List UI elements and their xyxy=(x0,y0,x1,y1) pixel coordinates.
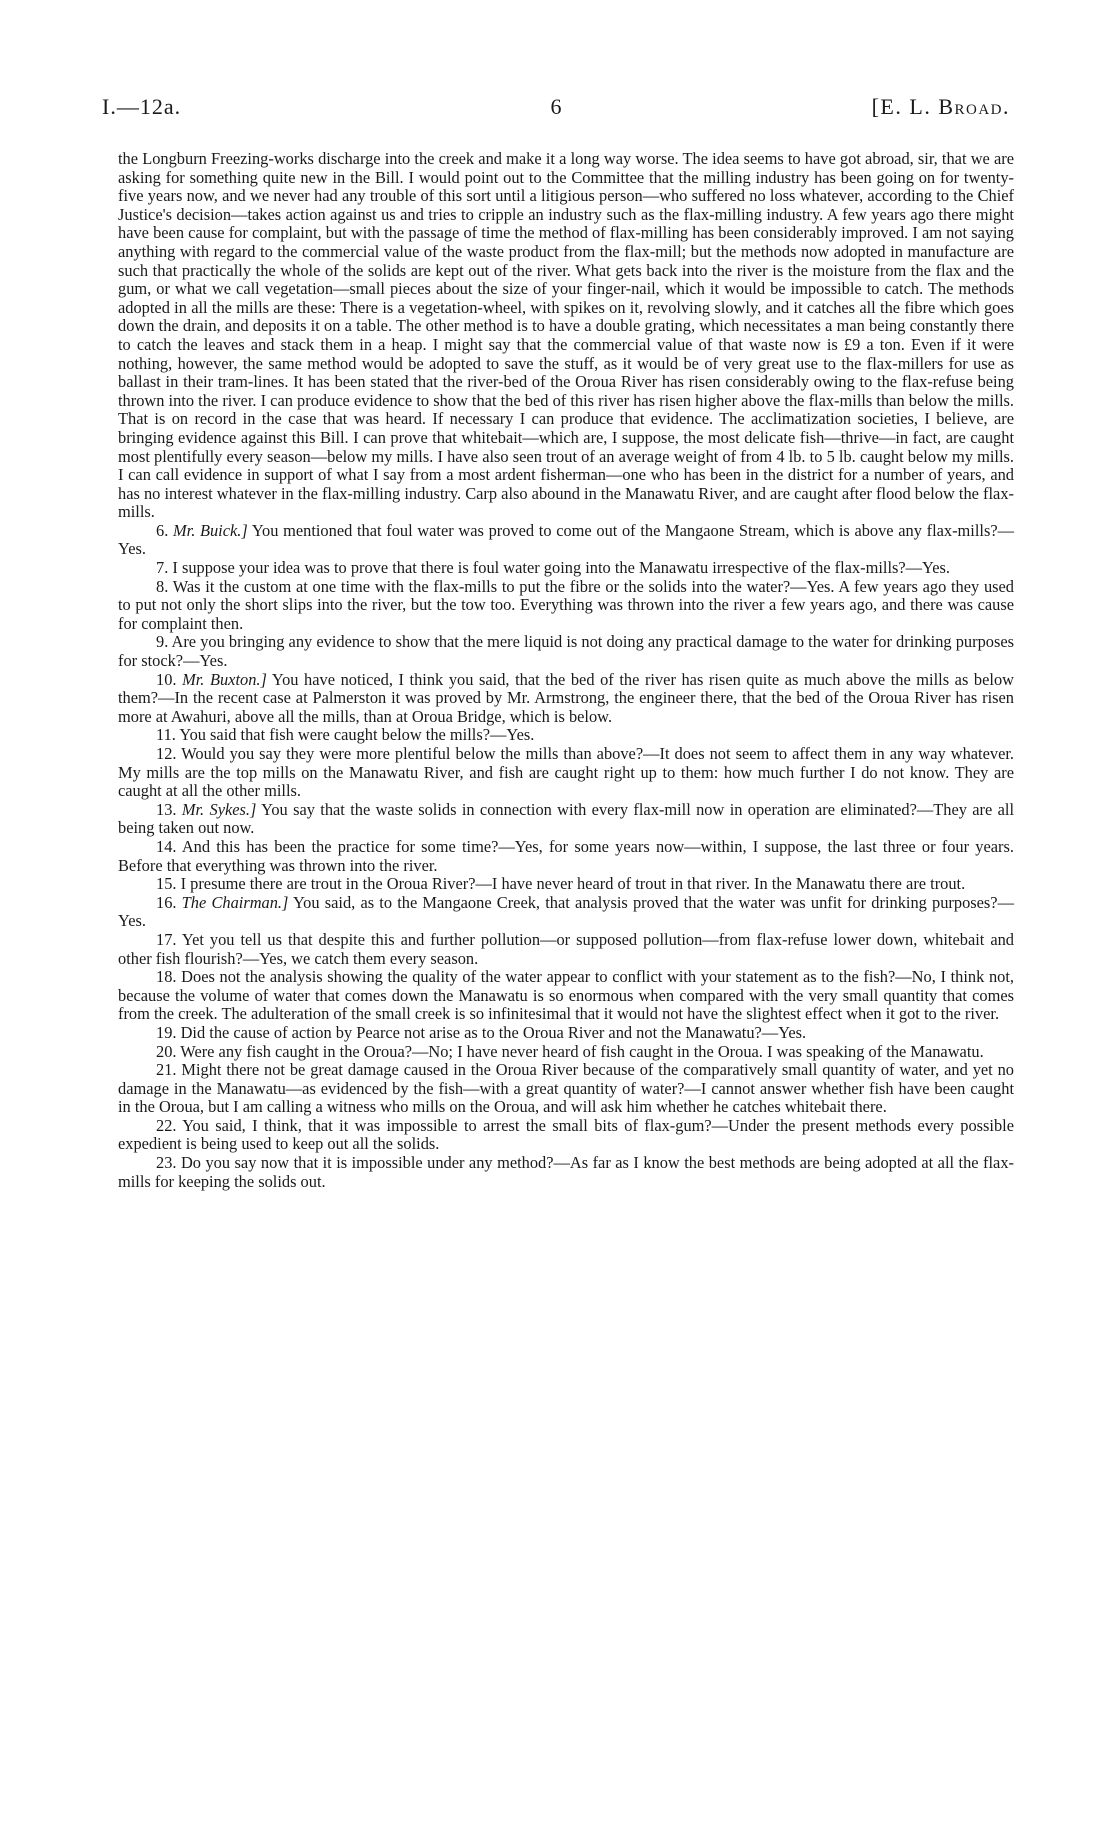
question-answer xyxy=(118,838,1014,875)
evidence-text xyxy=(118,150,1014,1191)
question-number: 22. xyxy=(156,1115,183,1135)
question-answer xyxy=(118,1061,1014,1117)
question-text: And this has been the practice for some time?—Yes, for some years now—within, I suppose, the last three or four years. Before that everything was thrown into the river. xyxy=(118,836,1014,875)
question-answer xyxy=(118,894,1014,931)
question-text: You say that the waste solids in connection with every flax-mill now in operation are eliminated?—They are all being taken out now. xyxy=(118,799,1014,838)
witness-name: [E. L. Broad. xyxy=(871,94,1010,119)
question-answer xyxy=(118,1154,1014,1191)
question-text: Are you bringing any evidence to show that the mere liquid is not doing any practical damage to the water for drinking purposes for stock?—Yes. xyxy=(118,632,1014,671)
question-answer xyxy=(118,1043,1014,1062)
question-answer xyxy=(118,875,1014,894)
question-text: You said that fish were caught below the mills?—Yes. xyxy=(179,725,535,745)
question-text: You said, I think, that it was impossible to arrest the small bits of flax-gum?—Under the present methods every possible expedient is being used to keep out all the solids. xyxy=(118,1115,1014,1154)
question-text: Yet you tell us that despite this and further pollution—or supposed pollution—from flax-refuse lower down, whitebait and other fish flourish?—Yes, we catch them every season. xyxy=(118,929,1014,968)
question-answer xyxy=(118,931,1014,968)
question-text: Does not the analysis showing the quality of the water appear to conflict with your statement as to the fish?—No, I think not, because the volume of water that comes down the Manawatu is so enormous when compared with the very small quantity that comes from the creek. The adulteration of the small creek is so infinitesimal that it would not have the slightest effect when it got to the river. xyxy=(118,967,1015,1024)
question-answer xyxy=(118,578,1014,634)
question-number: 14. xyxy=(156,836,182,856)
question-answer xyxy=(118,1117,1014,1154)
question-answer xyxy=(118,633,1014,670)
question-text: Would you say they were more plentiful below the mills than above?—It does not seem to affect them in any way whatever. My mills are the top mills on the Manawatu River, and fish are caught right up to them: how much further I do not know. They are caught at all the other mills. xyxy=(118,744,1014,801)
question-answer xyxy=(118,745,1014,801)
question-text: I suppose your idea was to prove that there is foul water going into the Manawatu irrespective of the flax-mills?—Yes. xyxy=(172,558,950,578)
continued-answer: the Longburn Freezing-works discharge into the creek and make it a long way worse. The idea seems to have got abroad, sir, that we are asking for something quite new in the Bill. I would point out to the Committee that the milling industry has been going on for twenty-five years now, and we never had any trouble of this sort until a litigious person—who suffered no loss whatever, according to the Chief Justice's decision—takes action against us and tries to cripple an industry such as the flax-milling industry. A few years ago there might have been cause for complaint, but with the passage of time the method of flax-milling has been considerably improved. I am not saying anything with regard to the commercial value of the waste product from the flax-mill; but the methods now adopted in manufacture are such that practically the whole of the solids are kept out of the river. What gets back into the river is the moisture from the flax and the gum, or what we call vegetation—small pieces about the size of your finger-nail, which it would be impossible to catch. The methods adopted in all the mills are these: There is a vegetation-wheel, with spikes on it, revolving slowly, and it catches all the fibre which goes down the drain, and deposits it on a table. The other method is to have a double grating, which necessitates a man being constantly there to catch the leaves and stack them in a heap. I might say that the commercial value of that waste now is £9 a ton. Even if it were nothing, however, the same method would be adopted to save the stuff, as it would be of very great use to the flax-millers for use as ballast in their tram-lines. It has been stated that the river-bed of the Oroua River has risen considerably owing to the flax-refuse being thrown into the river. I can produce evidence to show that the bed of this river has risen higher above the flax-mills than below the mills. That is on record in the case that was heard. If necessary I can produce that evidence. The acclimatization societies, I believe, are bringing evidence against this Bill. I can prove that whitebait—which are, I suppose, the most delicate fish—thrive—in fact, are caught most plentifully every season—below my mills. I have also seen trout of an average weight of from 4 lb. to 5 lb. caught below my mills. I can call evidence in support of what I say from a most ardent fisherman—one who has been in the district for a number of years, and has no interest whatever in the flax-milling industry. Carp also abound in the Manawatu River, and are caught after flood below the flax-mills. xyxy=(118,149,1014,522)
question-text: Might there not be great damage caused in the Oroua River because of the comparatively small quantity of water, and yet no damage in the Manawatu—as evidenced by the fish—with a great quantity of water?—I cannot answer whether fish have been caught in the Oroua, but I am calling a witness who mills on the Oroua, and will ask him whether he catches whitebait there. xyxy=(118,1060,1014,1117)
question-answer xyxy=(118,1024,1014,1043)
question-number: 20. xyxy=(156,1041,181,1061)
question-text: You have noticed, I think you said, that the bed of the river has risen quite as much above the mills as below them?—In the recent case at Palmerston it was proved by Mr. Armstrong, the engineer there, that the bed of the Oroua River has risen more at Awahuri, above all the mills, than at Oroua Bridge, which is below. xyxy=(118,669,1014,726)
question-text: Were any fish caught in the Oroua?—No; I have never heard of fish caught in the Oroua. I was speaking of the Manawatu. xyxy=(180,1041,984,1061)
question-answer xyxy=(118,726,1014,745)
question-number: 16. xyxy=(156,892,182,912)
speaker-name: Mr. Sykes.] xyxy=(181,799,257,819)
question-number: 21. xyxy=(156,1060,182,1080)
speaker-name: The Chairman.] xyxy=(181,892,289,912)
question-text: Did the cause of action by Pearce not arise as to the Oroua River and not the Manawatu?—Yes. xyxy=(180,1022,807,1042)
question-number: 13. xyxy=(156,799,182,819)
question-text: Do you say now that it is impossible under any method?—As far as I know the best methods are being adopted at all the flax-mills for keeping the solids out. xyxy=(118,1153,1014,1191)
question-answer xyxy=(118,559,1014,578)
question-number: 10. xyxy=(156,669,183,689)
question-answer xyxy=(118,522,1014,559)
question-number: 8. xyxy=(156,576,173,596)
question-number: 15. xyxy=(156,874,181,894)
question-text: Was it the custom at one time with the flax-mills to put the fibre or the solids into the water?—Yes. A few years ago they used to put not only the short slips into the river, but the tow too. Everything was thrown into the river a few years ago, and there was cause for complaint then. xyxy=(118,576,1014,633)
question-text: I presume there are trout in the Oroua River?—I have never heard of trout in that river. In the Manawatu there are trout. xyxy=(180,874,966,894)
question-number: 17. xyxy=(156,929,182,949)
question-number: 11. xyxy=(156,725,180,745)
question-number: 23. xyxy=(156,1153,181,1173)
question-text: You said, as to the Mangaone Creek, that analysis proved that the water was unfit for drinking purposes?—Yes. xyxy=(118,892,1014,931)
question-number: 7. xyxy=(156,558,173,578)
question-number: 9. xyxy=(156,632,172,652)
question-number: 12. xyxy=(156,744,182,763)
question-number: 6. xyxy=(156,520,173,540)
question-answer xyxy=(118,968,1014,1024)
question-answer xyxy=(118,801,1014,838)
speaker-name: Mr. Buxton.] xyxy=(182,669,267,689)
speaker-name: Mr. Buick.] xyxy=(172,520,248,540)
question-number: 18. xyxy=(156,967,182,987)
page-number: 6 xyxy=(550,94,562,119)
question-answer xyxy=(118,671,1014,727)
question-number: 19. xyxy=(156,1022,181,1042)
question-text: You mentioned that foul water was proved to come out of the Mangaone Stream, which is above any flax-mills?—Yes. xyxy=(118,520,1015,559)
document-reference: I.—12a. xyxy=(102,94,182,119)
